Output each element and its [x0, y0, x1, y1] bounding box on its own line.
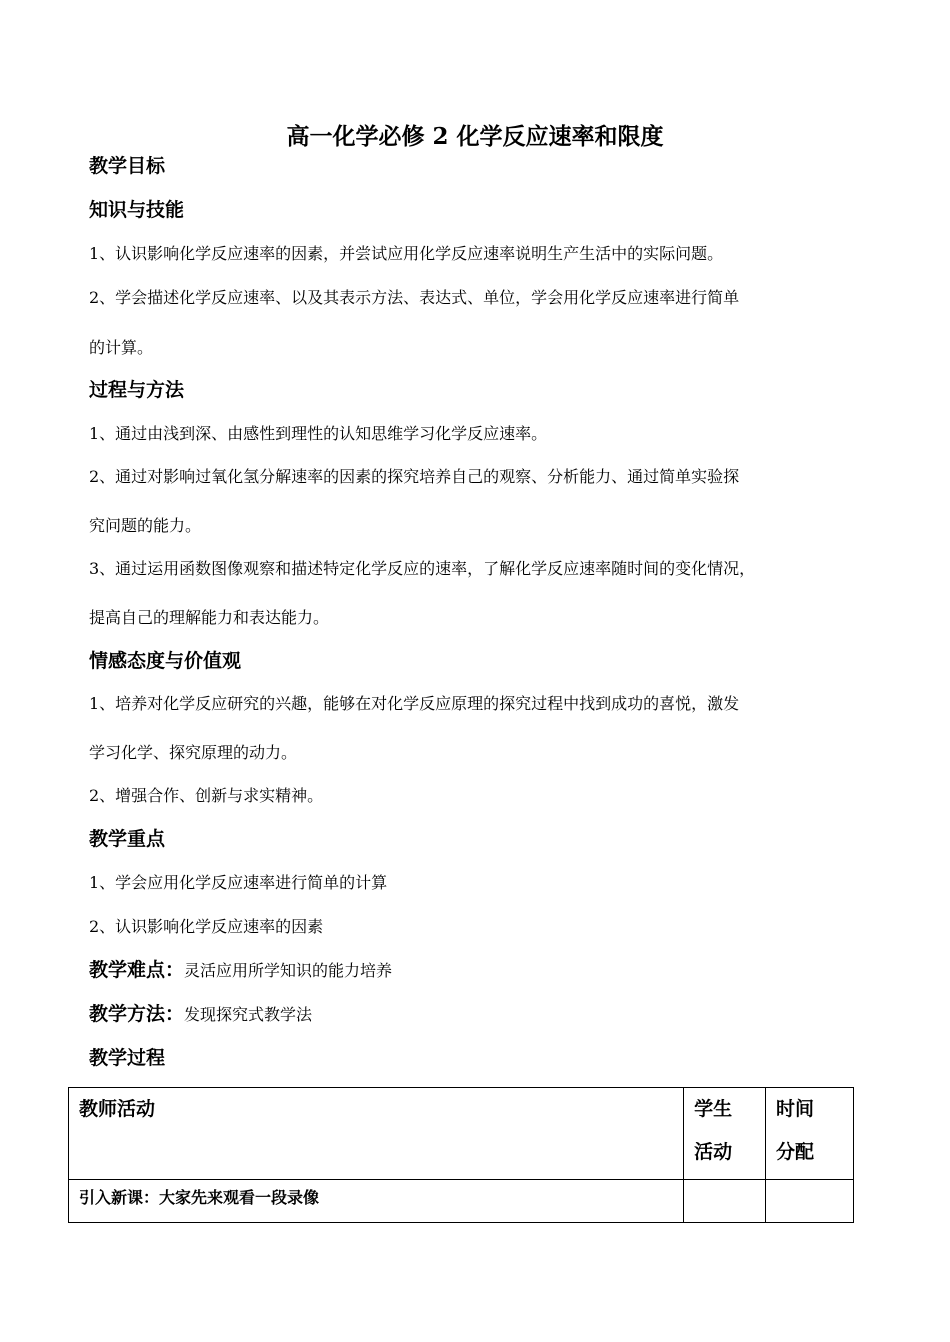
method-row: [89, 1000, 312, 1029]
knowledge-line-2: 2、学会描述化学反应速率、以及其表示方法、表达式、单位，学会用化学反应速率进行简单: [89, 288, 740, 307]
method-value: 发现探究式教学法: [184, 1005, 313, 1024]
heading-emotion-values: 情感态度与价值观: [89, 650, 242, 672]
header-student-line-1: 学生: [694, 1098, 733, 1120]
header-time-line-1: 时间: [776, 1098, 815, 1120]
heading-teaching-process: 教学过程: [89, 1047, 166, 1069]
difficulty-label: 教学难点：: [89, 959, 185, 981]
teaching-process-table: [68, 1087, 854, 1223]
process-method-line-1: 1、通过由浅到深、由感性到理性的认知思维学习化学反应速率。: [89, 424, 548, 443]
heading-process-method: 过程与方法: [89, 379, 185, 401]
process-method-line-2: 2、通过对影响过氧化氢分解速率的因素的探究培养自己的观察、分析能力、通过简单实验探: [89, 467, 740, 486]
process-method-line-5: 提高自己的理解能力和表达能力。: [89, 608, 330, 627]
emotion-line-3: 2、增强合作、创新与求实精神。: [89, 786, 324, 805]
cell-student-activity: [684, 1180, 766, 1223]
heading-knowledge-skills: 知识与技能: [89, 199, 185, 221]
key-point-line-1: 1、学会应用化学反应速率进行简单的计算: [89, 873, 388, 892]
header-student-line-2: 活动: [694, 1141, 733, 1163]
cell-teacher-activity: 引入新课：大家先来观看一段录像: [69, 1180, 684, 1223]
emotion-line-2: 学习化学、探究原理的动力。: [89, 743, 298, 762]
process-method-line-4: 3、通过运用函数图像观察和描述特定化学反应的速率，了解化学反应速率随时间的变化情况，: [89, 559, 756, 578]
difficulty-row: [89, 956, 392, 985]
knowledge-line-1: 1、认识影响化学反应速率的因素，并尝试应用化学反应速率说明生产生活中的实际问题。: [89, 244, 724, 263]
table-row: [69, 1180, 854, 1223]
knowledge-line-3: 的计算。: [89, 338, 154, 357]
heading-objectives: 教学目标: [89, 155, 166, 177]
heading-key-points: 教学重点: [89, 828, 166, 850]
document-title: 高一化学必修 2 化学反应速率和限度: [286, 123, 664, 150]
table-header-row: [69, 1088, 854, 1180]
header-time-line-2: 分配: [776, 1141, 815, 1163]
header-time-allocation: [766, 1088, 854, 1180]
process-method-line-3: 究问题的能力。: [89, 516, 202, 535]
key-point-line-2: 2、认识影响化学反应速率的因素: [89, 917, 324, 936]
method-label: 教学方法：: [89, 1003, 185, 1025]
header-teacher-label: 教师活动: [79, 1098, 156, 1120]
difficulty-value: 灵活应用所学知识的能力培养: [184, 961, 393, 980]
header-student-activity: [684, 1088, 766, 1180]
header-teacher-activity: [69, 1088, 684, 1180]
emotion-line-1: 1、培养对化学反应研究的兴趣，能够在对化学反应原理的探究过程中找到成功的喜悦，激发: [89, 694, 740, 713]
cell-time-allocation: [766, 1180, 854, 1223]
